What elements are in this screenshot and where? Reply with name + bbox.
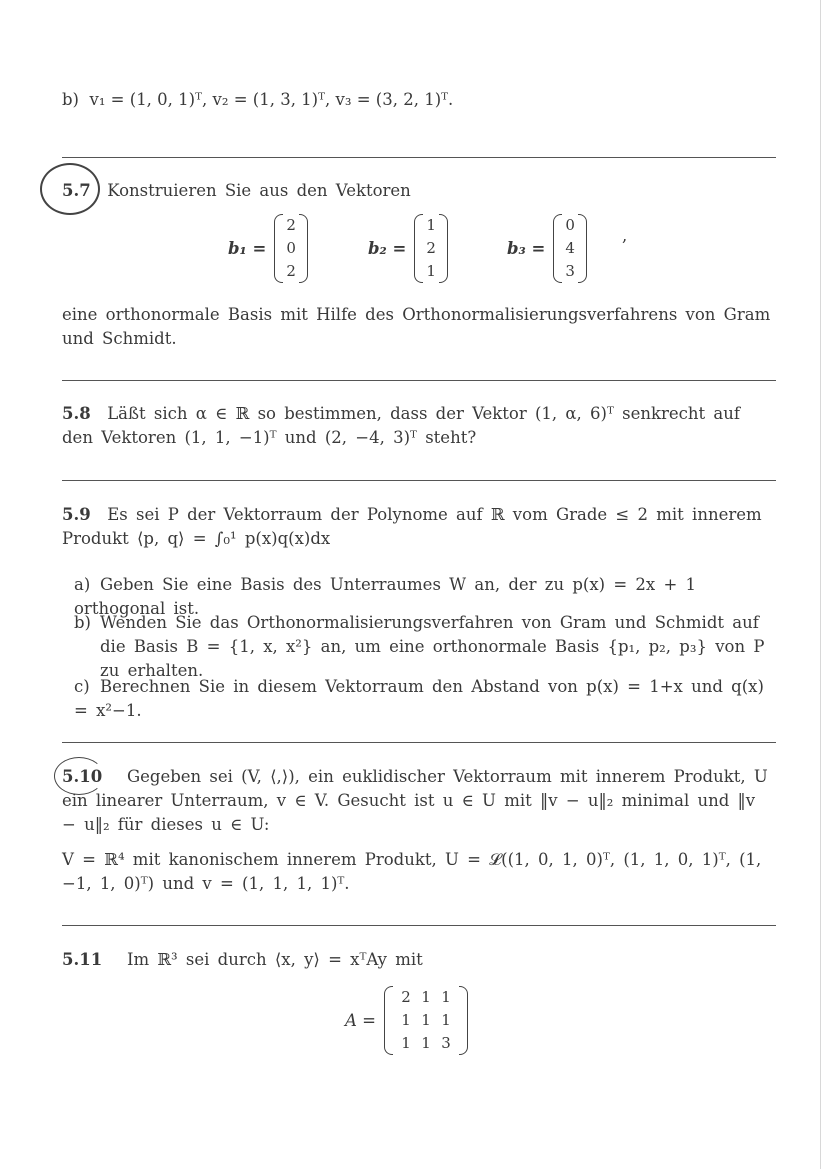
matrix-entry: 1 [401,1034,411,1052]
exercise-number: 5.11 [62,950,103,969]
matrix-entries [384,986,468,1055]
matrix-entry: 3 [441,1034,451,1052]
trailing-comma: , [622,226,628,245]
vector-b2 [368,214,448,283]
item-text: Geben Sie eine Basis des Unterraumes W an, der zu p(x) = 2x + 1 orthogonal ist. [74,575,697,618]
vector-entry: 1 [426,216,436,234]
exercise-5-9-intro [62,503,776,551]
exercise-number: 5.9 [62,505,91,524]
matrix-entry: 1 [421,1034,431,1052]
item-text: v₁ = (1, 0, 1)ᵀ, v₂ = (1, 3, 1)ᵀ, v₃ = (3, 2, 1)ᵀ. [89,90,454,109]
item-label: b) [62,90,79,109]
exercise-text: Es sei P der Vektorraum der Polynome auf ℝ vom Grade ≤ 2 mit innerem Produkt ⟨p, q⟩ = ∫₀¹ p(x)q(x)dx [62,505,762,548]
divider [62,742,776,743]
exercise-5-11 [62,948,776,972]
exercise-5-10-setting [62,848,776,896]
scan-edge [820,0,821,1169]
exercise-5-9-item-c [74,675,776,723]
item-text: Berechnen Sie in diesem Vektorraum den Abstand von p(x) = 1+x und q(x) = x²−1. [74,677,764,720]
vector-label: b₃ = [507,239,546,258]
exercise-5-7-intro [62,179,776,203]
column-vector [414,214,448,283]
vector-entry: 3 [565,262,575,280]
exercise-text: Im ℝ³ sei durch ⟨x, y⟩ = xᵀAy mit [126,950,423,969]
vector-b1 [228,214,308,283]
exercise-number: 5.8 [62,404,91,423]
exercise-text: eine orthonormale Basis mit Hilfe des Orthonormalisierungsverfahrens von Gram und Schmidt. [62,305,771,348]
divider [62,380,776,381]
vector-entry: 0 [565,216,575,234]
exercise-text: V = ℝ⁴ mit kanonischem innerem Produkt, U = 𝓛((1, 0, 1, 0)ᵀ, (1, 1, 0, 1)ᵀ, (1, −1, 1, 0)ᵀ) und v = (1, 1, 1, 1)ᵀ. [62,850,762,893]
exercise-text: Gegeben sei (V, ⟨,⟩), ein euklidischer Vektorraum mit innerem Produkt, U ein linearer Unterraum, v ∈ V. Gesucht ist u ∈ U mit ‖v − u‖₂ minimal und ‖v − u‖₂ für dieses u ∈ U: [62,767,768,834]
matrix-entry: 1 [421,1011,431,1029]
matrix-entry: 1 [441,988,451,1006]
matrix-entry: 1 [441,1011,451,1029]
vector-entry: 2 [286,216,296,234]
matrix-label: A = [345,1011,376,1030]
vector-b3 [507,214,587,283]
divider [62,925,776,926]
item-label: c) [74,677,90,696]
vector-entry: 2 [286,262,296,280]
column-vector [274,214,308,283]
vector-label: b₂ = [368,239,407,258]
vector-entry: 1 [426,262,436,280]
item-text: Wenden Sie das Orthonormalisierungsverfahren von Gram und Schmidt auf die Basis B = {1, x, x²} an, um eine orthonormale Basis {p₁, p₂, p₃} von P zu erhalten. [100,613,765,680]
prev-item-b [62,88,776,112]
exercise-text: Konstruieren Sie aus den Vektoren [107,181,411,200]
exercise-5-7-text [62,303,776,351]
vector-entry: 0 [286,239,296,257]
matrix-a [345,986,468,1055]
exercise-number: 5.7 [62,181,91,200]
exercise-5-9-item-b [74,611,776,683]
column-vector [553,214,587,283]
divider [62,157,776,158]
item-label: b) [74,613,91,632]
exercise-5-10-text [62,765,776,837]
vector-entry: 4 [565,239,575,257]
exercise-text: Läßt sich α ∈ ℝ so bestimmen, dass der Vektor (1, α, 6)ᵀ senkrecht auf den Vektoren (1, 1, −1)ᵀ und (2, −4, 3)ᵀ steht? [62,404,740,447]
exercise-number: 5.10 [62,767,103,786]
vector-label: b₁ = [228,239,267,258]
item-label: a) [74,575,91,594]
exercise-5-8 [62,402,776,450]
matrix-entry: 1 [401,1011,411,1029]
matrix-entry: 2 [401,988,411,1006]
divider [62,480,776,481]
vector-entry: 2 [426,239,436,257]
matrix-entry: 1 [421,988,431,1006]
